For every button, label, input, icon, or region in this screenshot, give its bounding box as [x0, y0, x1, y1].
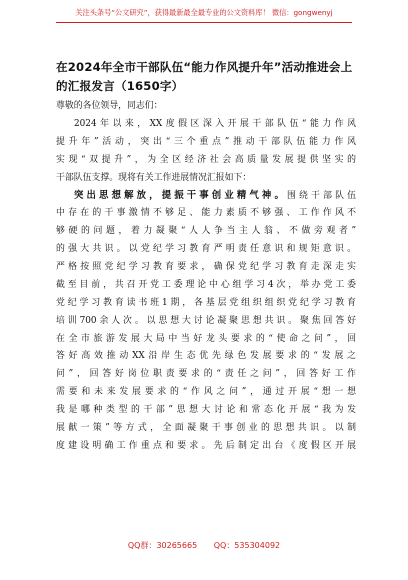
title-line-1: 在2024年全市干部队伍“能力作风提升年”活动推进会上 [56, 60, 353, 74]
paragraph-line: 问”，回答好岗位职责要求的“责任之问”，回答好工作 [56, 369, 356, 380]
paragraph-line: 我是哪种类型的干部”思想大讨论和常态化开展“我为发 [56, 405, 356, 416]
title-line-2: 的汇报发言（1650字） [56, 79, 184, 93]
paragraph-line: 2024年以来，XX度假区深入开展干部队伍“能力作风 [74, 118, 356, 129]
paragraph-line: 够硬的问题，着力凝聚“人人争当主人翁、不做旁观者” [56, 226, 356, 237]
paragraph-line: 在全市旅游发展大局中当好龙头要求的“使命之问”，回 [56, 333, 356, 344]
header-divider [56, 22, 352, 23]
document-body [56, 98, 356, 456]
paragraph-line: 需要和未来发展要求的“作风之问”，通过开展“想一想 [56, 387, 356, 398]
paragraph-line: 答好高效推动XX沿岸生态优先绿色发展要求的“发展之 [56, 351, 356, 362]
paragraph-line: 提升年”活动，突出“三个重点”推动干部队伍能力作风 [56, 136, 356, 147]
paragraph-line: 党纪学习教育读书班1期，各基层党组织组织党纪学习教育 [56, 297, 356, 308]
paragraph-line: 截至目前，共召开党工委理论中心组学习4次，举办党工委 [56, 279, 356, 290]
footer-contact [0, 540, 408, 551]
paragraph-line: 严格按照党纪学习教育要求，确保党纪学习教育走深走实 [56, 262, 356, 273]
paragraph-line: 展献一策”等方式，全面凝聚干事创业的思想共识。以制 [56, 423, 356, 434]
section-heading: 突出思想解放，提振干事创业精气神。 [74, 190, 287, 202]
paragraph-line: 实现“双提升”，为全区经济社会高质量发展提供坚实的 [56, 154, 356, 165]
section-heading-line [56, 187, 356, 205]
document-title [56, 58, 356, 96]
footer-qq: QQ：535304092 [213, 541, 281, 550]
footer-qq-group: QQ群：30265665 [127, 541, 198, 550]
salutation: 尊敬的各位领导，同志们： [56, 101, 163, 111]
paragraph-line: 中存在的干事激情不够足、能力素质不够强、工作作风不 [56, 208, 356, 219]
section-heading-tail: 围绕干部队伍 [286, 191, 356, 202]
paragraph-line: 培训700余人次。以思想大讨论凝聚思想共识。聚焦回答好 [56, 315, 356, 326]
paragraph-line: 干部队伍支撑。现将有关工作进展情况汇报如下： [56, 172, 252, 183]
paragraph-line: 的强大共识。以党纪学习教育严明责任意识和规矩意识。 [56, 244, 356, 255]
paragraph-line: 度建设明确工作重点和要求。先后制定出台《度假区开展 [56, 440, 356, 451]
header-banner: 关注头条号“公文研究”，获得最新最全最专业的公文资料库！ 微信：gongwenyj [75, 8, 333, 17]
